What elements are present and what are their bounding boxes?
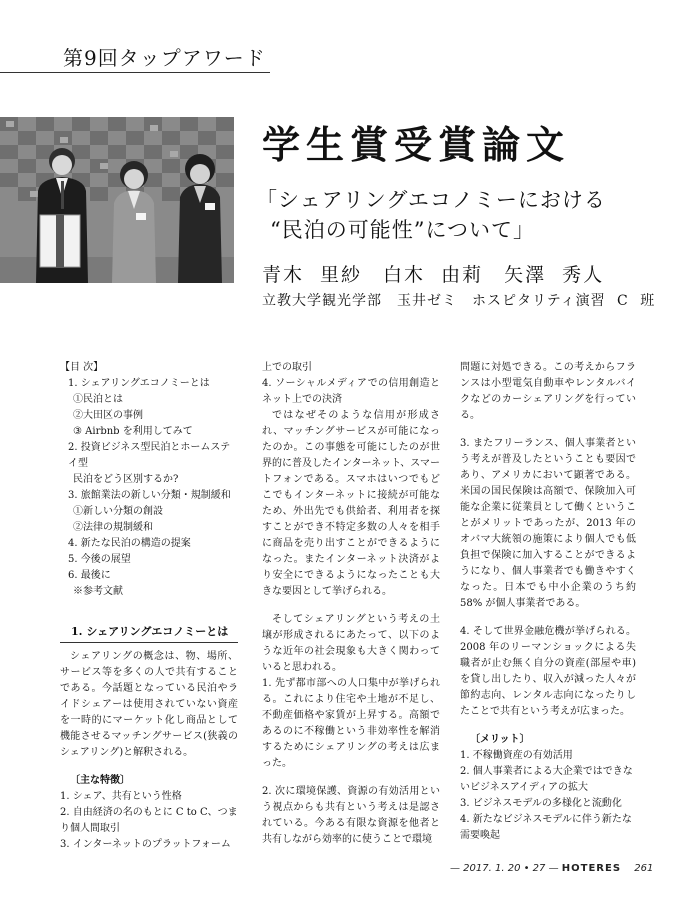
toc-item: 4. 新たな民泊の構造の提案 <box>68 538 191 549</box>
toc-item: ※参考文献 <box>73 586 123 597</box>
feature-item: 1. シェア、共有という性格 <box>60 791 182 802</box>
toc-item: 3. 旅館業法の新しい分類・規制緩和 <box>68 490 231 501</box>
section-1-paragraph: シェアリングの概念は、物、場所、サービス等を多くの人で共有することである。今話題となっている民泊やライドシェアーは使用されていない資産を一時的にマーケット化し商品として機能させるマッチングサービス(狭義のシェアリング)と解釈される。 <box>60 651 238 758</box>
feature-item-4: 4. ソーシャルメディアでの信用創造とネット上での決済 <box>262 378 440 405</box>
column-2 <box>262 360 440 848</box>
subtitle <box>256 185 606 245</box>
toc-item: ②大田区の事例 <box>73 410 143 421</box>
paragraph: 4. そして世界金融危機が挙げられる。2008 年のリーマンショックによる失職者が止む無く自分の資産(部屋や車)を貸し出したり、収入が減った人々が節約志向、レンタル志向になったりしたことで共有という考えが広まった。 <box>460 626 636 717</box>
paragraph-continuation: 上での取引 <box>262 362 312 373</box>
series-label: 第9回タップアワード <box>63 46 266 70</box>
merit-item: 1. 不稼働資産の有効活用 <box>460 750 573 761</box>
main-title: 学生賞受賞論文 <box>262 122 571 167</box>
toc-item: ③ Airbnb を利用してみて <box>73 426 193 437</box>
header-rule <box>0 72 270 73</box>
features-heading: 〔主な特徴〕 <box>70 775 130 786</box>
merit-item: 4. 新たなビジネスモデルに伴う新たな需要喚起 <box>460 814 632 841</box>
paragraph: 問題に対処できる。この考えからフランスは小型電気自動車やレンタルバイクなどのカーシェアリングを行っている。 <box>460 362 636 421</box>
subtitle-line-2: “民泊の可能性”について」 <box>270 218 536 242</box>
paragraph: そしてシェアリングという考えの土壌が形成されるにあたって、以下のような近年の社会現象も大きく関わっていると思われる。 <box>262 614 440 673</box>
subtitle-line-1: 「シェアリングエコノミーにおける <box>256 188 606 212</box>
merit-item: 2. 個人事業者による大企業ではできないビジネスアイディアの拡大 <box>460 766 633 793</box>
toc-item: ②法律の規制緩和 <box>73 522 153 533</box>
toc-item: 1. シェアリングエコノミーとは <box>68 378 210 389</box>
toc-item: ①新しい分類の創設 <box>73 506 163 517</box>
toc-item: 2. 投資ビジネス型民泊とホームステイ型 <box>68 442 231 469</box>
table-of-contents <box>60 376 238 600</box>
award-photo <box>0 117 234 283</box>
toc-item: 5. 今後の展望 <box>68 554 131 565</box>
authors: 青木 里紗 白木 由莉 矢澤 秀人 <box>262 264 605 286</box>
column-3 <box>460 360 636 844</box>
section-1-heading: 1. シェアリングエコノミーとは <box>60 624 238 643</box>
toc-heading: 【目 次】 <box>60 362 104 373</box>
magazine-logo: HOTERES <box>561 863 622 874</box>
column-1 <box>60 360 238 853</box>
issue-date: — 2017. 1. 20 • 27 — <box>450 863 559 874</box>
merit-list <box>460 748 636 844</box>
toc-item: ①民泊とは <box>73 394 123 405</box>
features-list <box>60 789 238 853</box>
merit-item: 3. ビジネスモデルの多様化と流動化 <box>460 798 622 809</box>
feature-item: 3. インターネットのプラットフォーム <box>60 839 231 850</box>
affiliation: 立教大学観光学部 玉井ゼミ ホスピタリティ演習 C 班 <box>262 293 656 309</box>
page-footer <box>450 863 653 874</box>
paragraph: 2. 次に環境保護、資源の有効活用という視点からも共有という考えは是認されている。今ある有限な資源を他者と共有しながら効率的に使うことで環境 <box>262 786 440 845</box>
paragraph: ではなぜそのような信用が形成され、マッチングサービスが可能になったのか。この事態を可能にしたのが世界的に普及したインターネット、スマートフォンである。スマホはいつでもどこでもインターネットに接続が可能なため、外出先でも供給者、利用者を探すことができ不特定多数の人々を相手に商品を売り出すことができるようになった。またインターネット決済がより安全にできるようになったことも大きな要因として挙げられる。 <box>262 410 440 597</box>
merit-heading: 〔メリット〕 <box>470 734 530 745</box>
feature-item: 2. 自由経済の名のもとに C to C、つまり個人間取引 <box>60 807 238 834</box>
page-number: 261 <box>634 863 654 874</box>
toc-item: 民泊をどう区別するか? <box>73 474 179 485</box>
paragraph: 3. またフリーランス、個人事業者という考えが普及したということも要因であり、アメリカにおいて顕著である。米国の国民保険は高額で、保険加入可能な企業に従業員として働くということがメリットであったが、2013 年のオバマ大統領の施策により個人でも低負担で保険に加入することができるようになり、個人事業者でも働きやすくなった。日本でも中小企業のうち約 58% が個人事業者である。 <box>460 438 636 609</box>
toc-item: 6. 最後に <box>68 570 111 581</box>
paragraph: 1. 先ず都市部への人口集中が挙げられる。これにより住宅や土地が不足し、不動産価格や家賃が上昇する。高額であるのに不稼働という非効率性を解消するためにシェアリングの考えは広まった。 <box>262 678 440 769</box>
